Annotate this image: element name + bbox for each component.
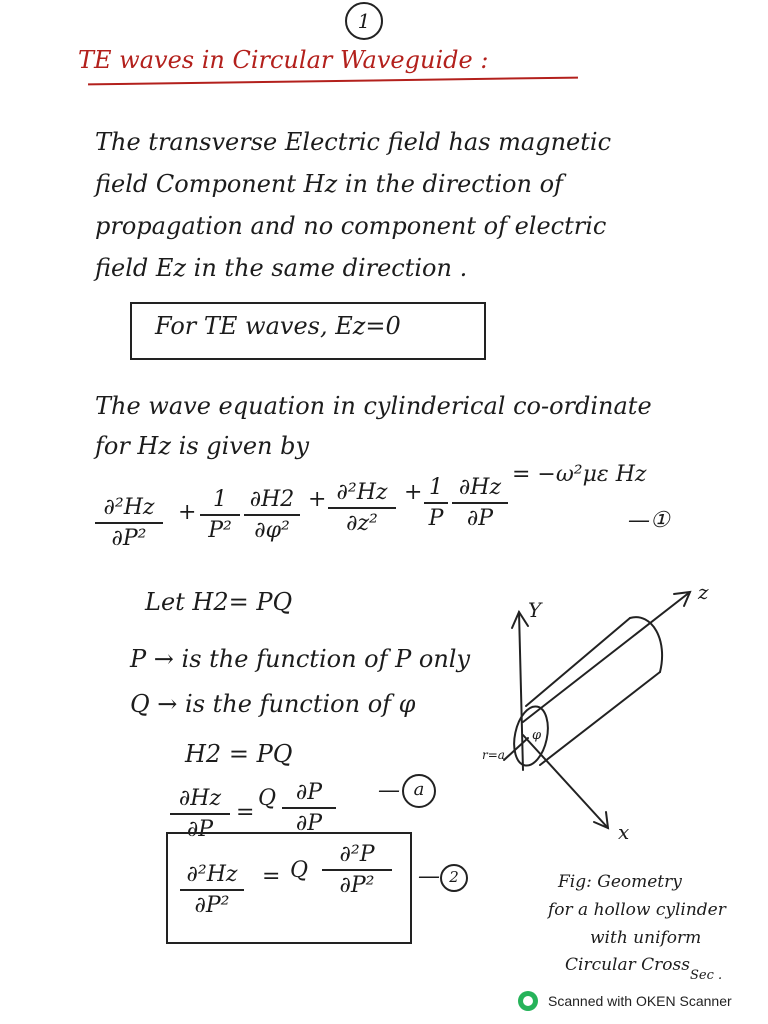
plus-sign: + <box>308 487 327 512</box>
denominator: P <box>428 506 444 531</box>
caption-line: Circular Cross <box>565 955 690 975</box>
eq1-rhs: = −ω²με Hz <box>512 462 647 487</box>
x-axis <box>523 735 608 828</box>
numerator: ∂²P <box>339 842 375 867</box>
y-axis-label: Y <box>528 598 542 622</box>
denominator: ∂P <box>295 811 323 836</box>
caption-line: Sec . <box>690 968 723 983</box>
intro-line: The transverse Electric field has magnetic <box>95 128 612 156</box>
p-definition: P → is the function of P only <box>130 645 471 673</box>
intro-line: field Ez in the same direction . <box>95 254 468 282</box>
denominator: ∂z² <box>346 511 378 536</box>
q-definition: Q → is the function of φ <box>130 690 416 718</box>
cylinder-top-edge <box>526 618 630 706</box>
radius-label: r=a <box>482 748 505 762</box>
caption-line: with uniform <box>590 928 702 948</box>
numerator: 1 <box>429 475 443 500</box>
tag-dash: — <box>418 864 440 889</box>
coefficient-q: Q <box>290 858 309 883</box>
numerator: ∂²Hz <box>186 862 238 887</box>
intro-line: propagation and no component of electric <box>95 212 607 240</box>
page-title: TE waves in Circular Waveguide : <box>78 46 489 74</box>
caption-line: Fig: Geometry <box>558 872 682 892</box>
denominator: P² <box>208 518 232 543</box>
numerator: ∂²Hz <box>336 480 388 505</box>
let-line: Let H2= PQ <box>145 588 293 616</box>
equals-sign: = <box>236 800 255 825</box>
coefficient-q: Q <box>258 786 277 811</box>
wave-eq-line: for Hz is given by <box>95 432 310 460</box>
scanner-logo-icon <box>518 991 538 1011</box>
denominator: ∂P² <box>194 893 230 918</box>
equals-sign: = <box>262 864 281 889</box>
equation-tag-2: 2 <box>440 864 468 892</box>
z-axis-label: z <box>698 580 709 604</box>
denominator: ∂P <box>466 506 494 531</box>
cylinder-bottom-edge <box>540 672 660 765</box>
numerator: 1 <box>213 487 227 512</box>
denominator: ∂P <box>186 817 214 842</box>
caption-line: for a hollow cylinder <box>548 900 726 920</box>
plus-sign: + <box>404 480 423 505</box>
plus-sign: + <box>178 500 197 525</box>
scanner-watermark <box>518 990 732 1012</box>
numerator: ∂Hz <box>458 475 502 500</box>
denominator: ∂P² <box>339 873 375 898</box>
numerator: ∂P <box>295 780 323 805</box>
scanner-text: Scanned with OKEN Scanner <box>548 993 732 1009</box>
equation-tag-1: —① <box>628 508 670 533</box>
angle-label: φ <box>532 728 542 743</box>
equation-tag-a: a <box>402 774 436 808</box>
denominator: ∂φ² <box>254 518 290 543</box>
numerator: ∂Hz <box>178 786 222 811</box>
numerator: ∂H2 <box>249 487 295 512</box>
wave-eq-line: The wave equation in cylinderical co-ordinate <box>95 392 652 420</box>
denominator: ∂P² <box>111 526 147 551</box>
tag-dash: — <box>378 778 400 803</box>
intro-line: field Component Hz in the direction of <box>95 170 563 198</box>
hz-product: H2 = PQ <box>185 740 293 768</box>
z-axis <box>523 592 690 722</box>
numerator: ∂²Hz <box>103 495 155 520</box>
x-axis-label: x <box>618 820 630 844</box>
page-number: 1 <box>345 2 383 40</box>
te-condition: For TE waves, Ez=0 <box>155 312 401 340</box>
